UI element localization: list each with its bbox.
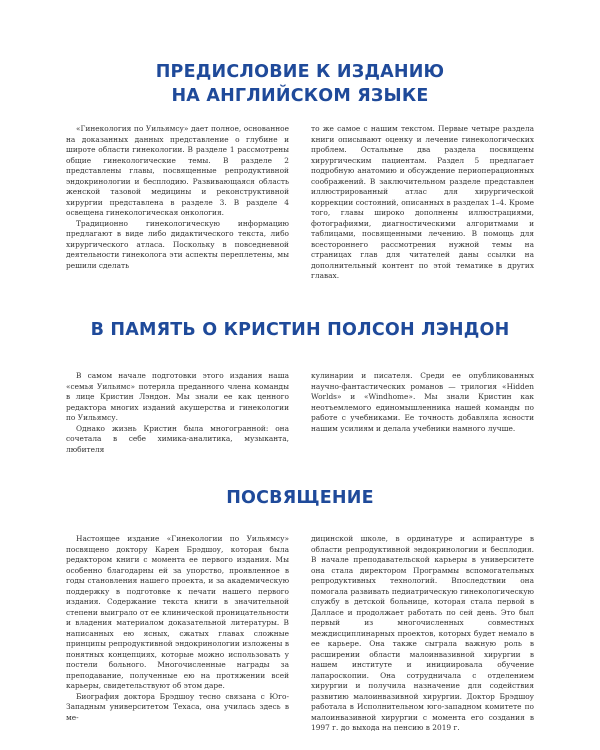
- dedication-column-left: [66, 534, 289, 723]
- memorial-paragraph: В самом начале подготовки этого издания наша «семья Уильямс» потеряла преданного члена команды в лице Кристин Лэндон. Мы знали ее как ценного редактора многих изданий акушерства и гинекологии по Уильямсу.: [66, 371, 289, 422]
- memorial-column-left: [66, 371, 289, 455]
- memorial-heading: В ПАМЯТЬ О КРИСТИН ПОЛСОН ЛЭНДОН: [90, 320, 510, 340]
- memorial-paragraph: Однако жизнь Кристин была многогранной: она сочетала в себе химика-аналитика, музыканта, любителя: [66, 423, 289, 454]
- preface-paragraph: «Гинекология по Уильямсу» дает полное, основанное на доказанных данных представление о глубине и широте области гинекологии. В разделе 1 рассмотрены общие гинекологические темы. В разделе 2 представлены главы, посвященные репродуктивной эндокринологии и бесплодию. Развивающаяся область женской тазовой медицины и реконструктивной хирургии представлена в разделе 3. В разделе 4 освещена гинекологическая онкология.: [66, 124, 289, 217]
- memorial-column-right: [311, 371, 534, 434]
- preface-heading: [0, 60, 600, 108]
- dedication-paragraph: Настоящее издание «Гинекологии по Уильямсу» посвящено доктору Карен Брэдшоу, которая была редактором книги с момента ее первого издания. Мы особенно благодарны ей за упорство, проявленное в годы становления нашего проекта, и за академическую поддержку в подготовке к печати нашего первого издания. Содержание текста книги в значительной степени выиграло от ее клинической проницательности и владения материалом доказательной литературы. В написанных ею ясных, сжатых главах сложные принципы репродуктивной эндокринологии изложены в понятных концепциях, которые можно использовать у постели больного. Многочисленные награды за преподавание, полученные ею на протяжении всей карьеры, свидетельствуют об этом даре.: [66, 534, 289, 690]
- dedication-paragraph: дицинской школе, в ординатуре и аспирантуре в области репродуктивной эндокринологии и бесплодия. В начале преподавательской карьеры в университете она стала директором Программы вспомогательных репродуктивных технологий. Впоследствии она помогала развивать педиатрическую гинекологическую службу в детской больнице, которая стала первой в Далласе и продолжает работать по сей день. Это был первый из многочисленных совместных междисциплинарных проектов, которых будет немало в ее карьере. Она также сыграла важную роль в расширении области малоинвазивной хирургии в нашем институте и инициировала обучение лапароскопии. Она сотрудничала с отделением хирургии и получила назначение для содействия развитию малоинвазивной хирургии. Доктор Брэдшоу работала в Исполнительном юго-западном комитете по малоинвазивной хирургии с момента его создания в 1997 г. до выхода на пенсию в 2019 г.: [311, 534, 534, 732]
- dedication-heading: ПОСВЯЩЕНИЕ: [226, 488, 374, 508]
- dedication-column-right: [311, 534, 534, 734]
- preface-column-left: [66, 124, 289, 271]
- memorial-paragraph: кулинарии и писателя. Среди ее опубликованных научно-фантастических романов — трилогия «Hidden Worlds» и «Windhome». Мы знали Кристин как неотъемлемого единомышленника нашей команды по работе с учебниками. Ее точность добавляла ясности нашим усилиям и делала учебники намного лучше.: [311, 371, 534, 433]
- preface-paragraph: то же самое с нашим текстом. Первые четыре раздела книги описывают оценку и лечение гинекологических проблем. Остальные два раздела посвящены хирургическим пациентам. Раздел 5 предлагает подробную анатомию и обсуждение периоперационных соображений. В заключительном разделе представлен иллюстрированный атлас для хирургической коррекции состояний, описанных в разделах 1–4. Кроме того, главы широко дополнены иллюстрациями, фотографиями, диагностическими алгоритмами и таблицами, посвященными лечению. В помощь для всестороннего рассмотрения нужной темы на страницах глав для читателей даны ссылки на дополнительный контент по этой тематике в других главах.: [311, 124, 534, 280]
- preface-heading-line2: НА АНГЛИЙСКОМ ЯЗЫКЕ: [171, 86, 429, 106]
- dedication-paragraph: Биография доктора Брэдшоу тесно связана с Юго-Западным университетом Техаса, она училась здесь в ме-: [66, 691, 289, 722]
- preface-heading-line1: ПРЕДИСЛОВИЕ К ИЗДАНИЮ: [155, 62, 445, 82]
- preface-paragraph: Традиционно гинекологическую информацию предлагают в виде либо дидактического текста, либо хирургического атласа. Поскольку в повседневной деятельности гинеколога эти аспекты переплетены, мы решили сделать: [66, 218, 289, 270]
- preface-column-right: [311, 124, 534, 282]
